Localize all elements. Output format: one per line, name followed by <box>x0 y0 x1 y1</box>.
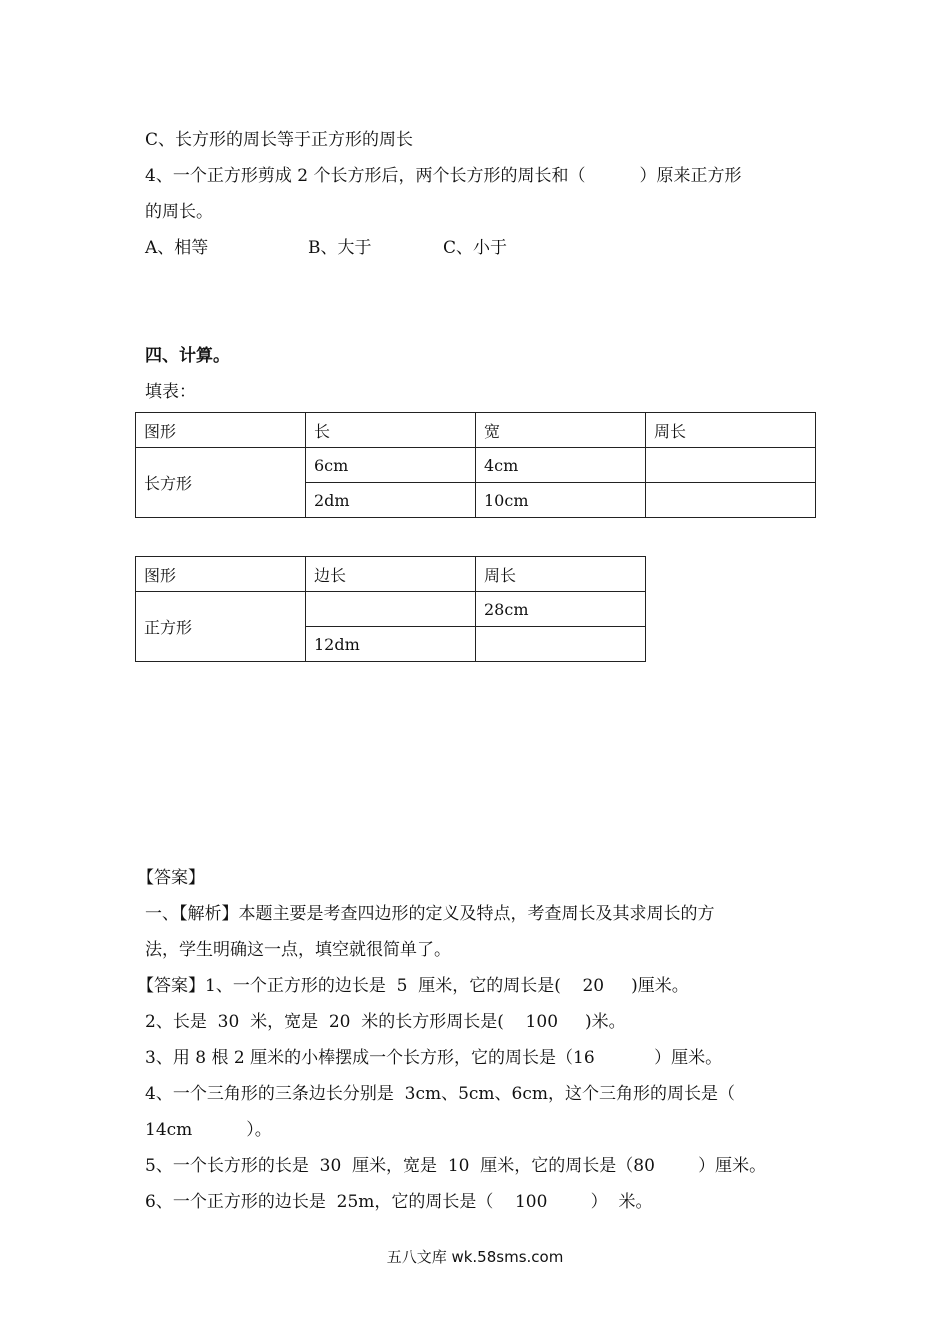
answer-4-line-1: 4、一个三角形的三条边长分别是 3cm、5cm、6cm，这个三角形的周长是（ <box>145 1084 735 1104</box>
shape-cell: 长方形 <box>136 448 306 518</box>
analysis-line-2: 法，学生明确这一点，填空就很简单了。 <box>145 940 451 960</box>
answer-4-line-2: 14cm ）。 <box>145 1120 272 1140</box>
section-4-heading: 四、计算。 <box>145 346 230 366</box>
table-cell: 28cm <box>476 592 646 627</box>
table-cell: 6cm <box>306 448 476 483</box>
table-header-cell: 宽 <box>476 413 646 448</box>
shape-cell: 正方形 <box>136 592 306 662</box>
table-header-cell: 图形 <box>136 413 306 448</box>
blank-cell <box>476 627 646 662</box>
table-cell: 12dm <box>306 627 476 662</box>
table-header-cell: 长 <box>306 413 476 448</box>
table-cell: 2dm <box>306 483 476 518</box>
square-table <box>135 556 646 662</box>
answers-heading: 【答案】 <box>137 868 205 888</box>
answer-5: 5、一个长方形的长是 30 厘米，宽是 10 厘米，它的周长是（80 ）厘米。 <box>145 1156 767 1176</box>
question-4-option-a: A、相等 <box>145 238 209 258</box>
answer-3: 3、用 8 根 2 厘米的小棒摆成一个长方形，它的周长是（16 ）厘米。 <box>145 1048 723 1068</box>
analysis-line-1: 一、【解析】本题主要是考查四边形的定义及特点，考查周长及其求周长的方 <box>145 904 715 924</box>
table-row <box>136 592 646 627</box>
blank-cell <box>306 592 476 627</box>
table-header-row <box>136 557 646 592</box>
question-4-option-b: B、大于 <box>308 238 372 258</box>
table-row <box>136 448 816 483</box>
table-header-row <box>136 413 816 448</box>
question-4-line-1: 4、一个正方形剪成 2 个长方形后，两个长方形的周长和（ ）原来正方形 <box>145 166 742 186</box>
table-header-cell: 周长 <box>476 557 646 592</box>
footer-watermark: 五八文库 wk.58sms.com <box>386 1248 564 1266</box>
rectangle-table <box>135 412 816 518</box>
answer-2: 2、长是 30 米，宽是 20 米的长方形周长是( 100 )米。 <box>145 1012 626 1032</box>
answer-6: 6、一个正方形的边长是 25m，它的周长是（ 100 ） 米。 <box>145 1192 653 1212</box>
question-4-line-2: 的周长。 <box>145 202 213 222</box>
table-cell: 10cm <box>476 483 646 518</box>
table-cell: 4cm <box>476 448 646 483</box>
question-4-option-c: C、小于 <box>443 238 508 258</box>
answer-1: 【答案】1、一个正方形的边长是 5 厘米，它的周长是( 20 )厘米。 <box>137 976 689 996</box>
table-header-cell: 边长 <box>306 557 476 592</box>
blank-cell <box>646 483 816 518</box>
section-4-instruction: 填表： <box>145 382 196 402</box>
table-header-cell: 周长 <box>646 413 816 448</box>
question-3-option-c: C、长方形的周长等于正方形的周长 <box>145 130 414 150</box>
blank-cell <box>646 448 816 483</box>
table-header-cell: 图形 <box>136 557 306 592</box>
